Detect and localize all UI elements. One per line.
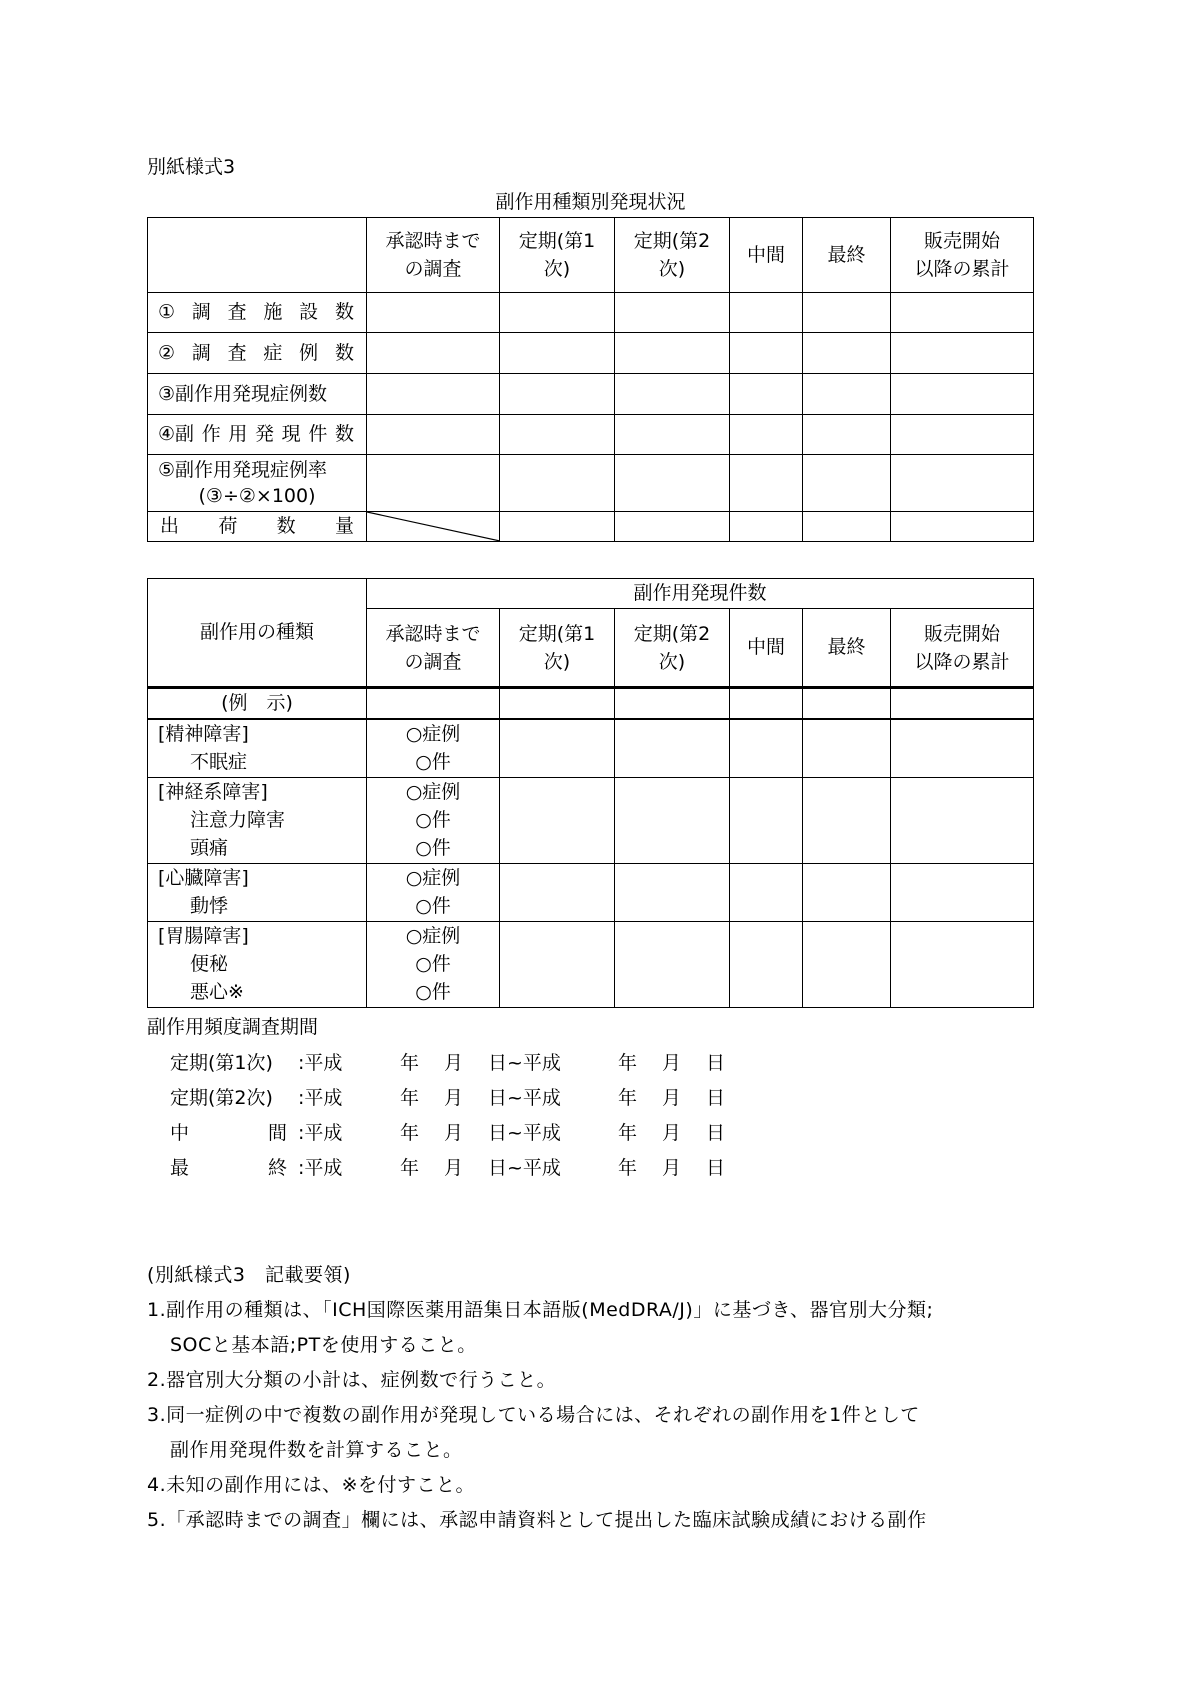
approval-values: ○症例 ○件 ○件 [367, 921, 500, 1007]
note-line-5: 5.「承認時までの調査」欄には、承認申請資料として提出した臨床試験成績における副作 [147, 1509, 927, 1531]
type-header: 副作用の種類 [148, 579, 367, 688]
example-row [148, 688, 1034, 720]
table1-corner-cell [148, 218, 367, 293]
period-heading: 副作用頻度調査期間 [147, 1016, 319, 1038]
table-row [148, 333, 1034, 374]
row-label-shipment: 出 荷 数 量 [148, 512, 367, 542]
category-cardiac: [心臓障害] 動悸 [148, 863, 367, 921]
diagonal-cell [367, 512, 500, 542]
approval-values: ○症例 ○件 [367, 863, 500, 921]
col-header-periodic-2: 定期(第2 次) [615, 218, 730, 293]
col-header-cumulative: 販売開始 以降の累計 [891, 218, 1034, 293]
approval-values: ○症例 ○件 [367, 719, 500, 777]
group-header: 副作用発現件数 [367, 579, 1034, 609]
table-row [148, 455, 1034, 512]
table-row [148, 293, 1034, 333]
adverse-reaction-type-table [147, 578, 1034, 1008]
col-header-cumulative: 販売開始 以降の累計 [891, 609, 1034, 688]
table-row [148, 415, 1034, 455]
table1-header-row [148, 218, 1034, 293]
note-line-3-cont: 副作用発現件数を計算すること。 [170, 1439, 463, 1461]
col-header-approval: 承認時まで の調査 [367, 609, 500, 688]
category-psychiatric: [精神障害] 不眠症 [148, 719, 367, 777]
row-label-cases: ② 調 査 症 例 数 [148, 333, 367, 374]
col-header-approval: 承認時まで の調査 [367, 218, 500, 293]
row-label-ar-count: ④副 作 用 発 現 件 数 [148, 415, 367, 455]
table-row [148, 777, 1034, 863]
adverse-reaction-summary-table [147, 217, 1034, 542]
notes-heading: (別紙様式3 記載要領) [147, 1264, 351, 1286]
table1-title: 副作用種類別発現状況 [495, 191, 686, 213]
note-line-4: 4.未知の副作用には、※を付すこと。 [147, 1474, 476, 1496]
category-gastrointestinal: [胃腸障害] 便秘 悪心※ [148, 921, 367, 1007]
table2-group-header-row [148, 579, 1034, 609]
example-label: (例 示) [148, 688, 367, 720]
note-line-1-cont: SOCと基本語;PTを使用すること。 [170, 1334, 477, 1356]
table-row [148, 374, 1034, 415]
note-line-1: 1.副作用の種類は、「ICH国際医薬用語集日本語版(MedDRA/J)」に基づき、器官別大分類; [147, 1299, 934, 1321]
note-line-2: 2.器官別大分類の小計は、症例数で行うこと。 [147, 1369, 557, 1391]
col-header-interim: 中間 [730, 609, 803, 688]
table-row [148, 863, 1034, 921]
table-row [148, 921, 1034, 1007]
col-header-final: 最終 [803, 218, 891, 293]
approval-values: ○症例 ○件 ○件 [367, 777, 500, 863]
table-row [148, 512, 1034, 542]
col-header-periodic-1: 定期(第1 次) [500, 218, 615, 293]
col-header-final: 最終 [803, 609, 891, 688]
form-label: 別紙様式3 [147, 156, 236, 178]
category-nervous: [神経系障害] 注意力障害 頭痛 [148, 777, 367, 863]
col-header-periodic-2: 定期(第2 次) [615, 609, 730, 688]
col-header-interim: 中間 [730, 218, 803, 293]
row-label-facilities: ① 調 査 施 設 数 [148, 293, 367, 333]
diagonal-line [367, 512, 500, 541]
note-line-3: 3.同一症例の中で複数の副作用が発現している場合には、それぞれの副作用を1件として [147, 1404, 920, 1426]
row-label-ar-cases: ③副作用発現症例数 [148, 374, 367, 415]
col-header-periodic-1: 定期(第1 次) [500, 609, 615, 688]
table-row [148, 719, 1034, 777]
row-label-ar-rate: ⑤副作用発現症例率 (③÷②×100) [148, 455, 367, 512]
